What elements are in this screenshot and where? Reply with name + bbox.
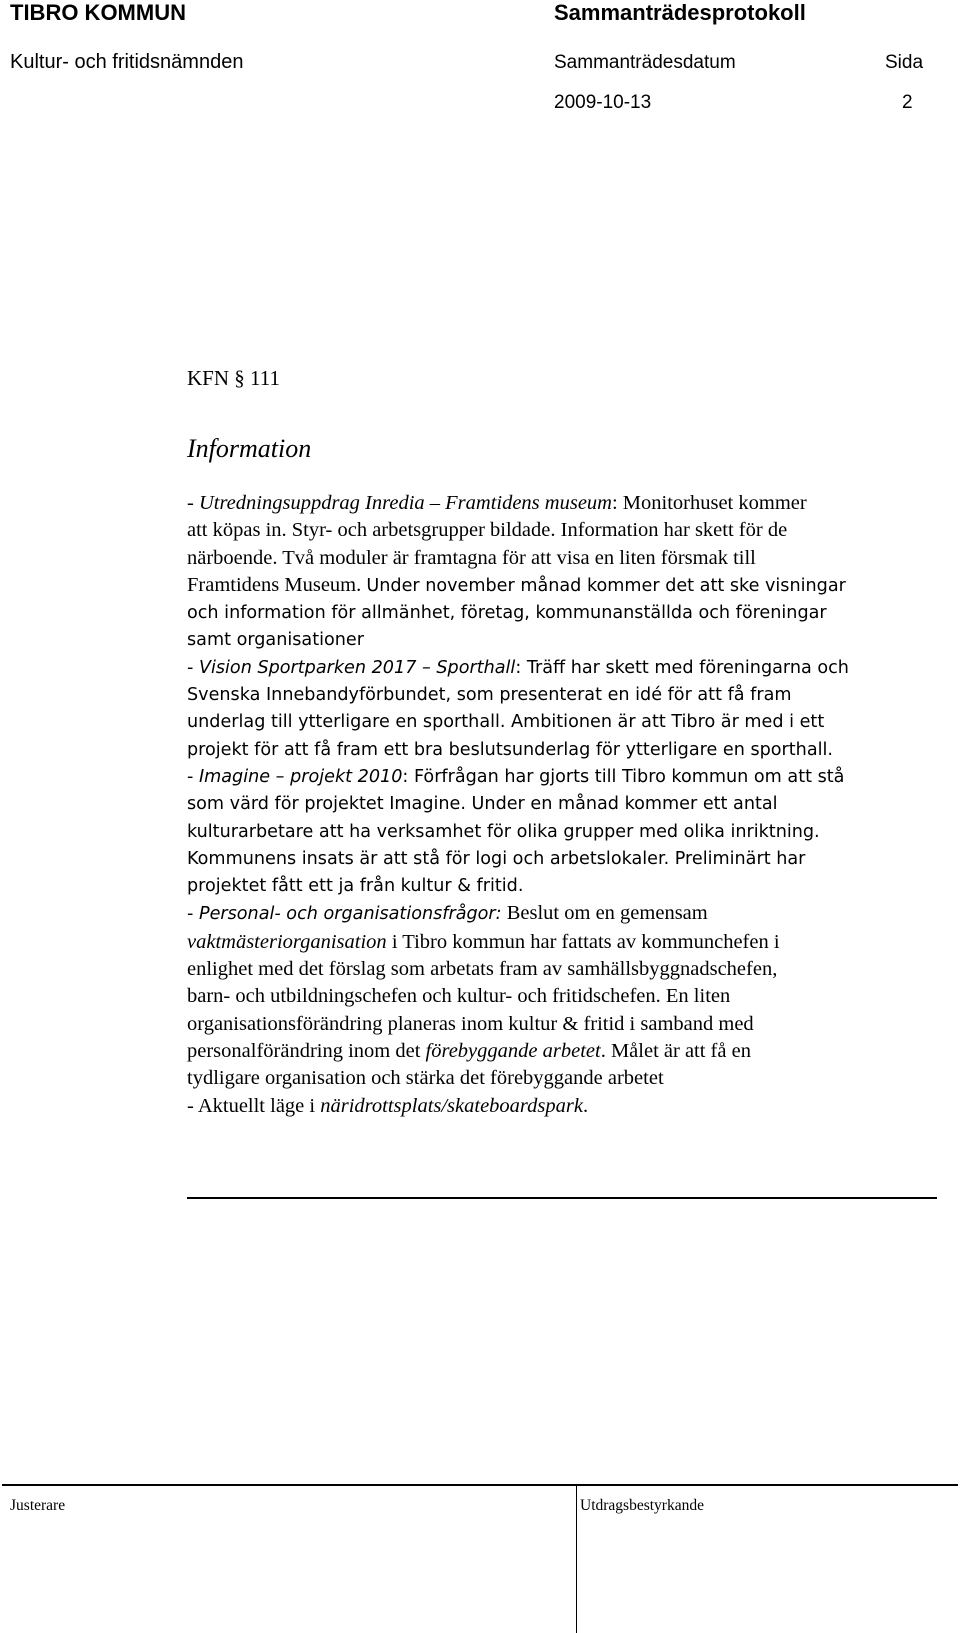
body-line: att köpas in. Styr- och arbetsgrupper bildade. Information har skett för de bbox=[187, 519, 788, 542]
body-line: och information för allmänhet, företag, kommunanställda och föreningar bbox=[187, 603, 827, 624]
body-line: Svenska Innebandyförbundet, som presenterat en idé för att få fram bbox=[187, 685, 792, 706]
body-line bbox=[187, 572, 947, 600]
body-text-span: personalförändring inom det bbox=[187, 1039, 426, 1062]
topic-sportparken: Vision Sportparken 2017 – Sporthall bbox=[198, 657, 516, 678]
body-line: organisationsförändring planeras inom kultur & fritid i samband med bbox=[187, 1012, 754, 1035]
body-line: barn- och utbildningschefen och kultur- och fritidschefen. En liten bbox=[187, 985, 731, 1008]
municipality-name: TIBRO KOMMUN bbox=[10, 0, 186, 25]
body-text-span: Framtidens Museum. bbox=[187, 573, 367, 596]
body-line bbox=[187, 929, 947, 956]
body-text-span: : Träff har skett med föreningarna och bbox=[515, 657, 849, 678]
body-line: Kommunens insats är att stå för logi och arbetslokaler. Preliminärt har bbox=[187, 848, 806, 869]
list-dash: - bbox=[187, 766, 199, 787]
meeting-date: 2009-10-13 bbox=[554, 92, 652, 113]
body-line: samt organisationer bbox=[187, 630, 364, 651]
body-line: projekt för att få fram ett bra beslutsunderlag för ytterligare en sporthall. bbox=[187, 739, 833, 760]
list-dash: - bbox=[187, 657, 199, 678]
page-label: Sida bbox=[885, 52, 924, 73]
document-type: Sammanträdesprotokoll bbox=[554, 0, 806, 25]
topic-naridrottsplats: näridrottsplats/skateboardspark bbox=[320, 1094, 583, 1117]
body-text bbox=[187, 490, 947, 1120]
body-line bbox=[187, 1093, 947, 1120]
body-line: närboende. Två moduler är framtagna för att visa en liten försmak till bbox=[187, 546, 756, 569]
list-dash: - Aktuellt läge i bbox=[187, 1094, 321, 1117]
section-title: Information bbox=[187, 434, 312, 463]
body-text-span: . Målet är att få en bbox=[600, 1039, 751, 1062]
topic-imagine: Imagine – projekt 2010 bbox=[198, 766, 403, 787]
body-text-span: i Tibro kommun har fattats av kommunchefen i bbox=[386, 930, 780, 953]
meeting-date-label: Sammanträdesdatum bbox=[554, 52, 736, 73]
body-line bbox=[187, 1038, 947, 1065]
body-line bbox=[187, 490, 947, 517]
body-line: kulturarbetare att ha verksamhet för olika grupper med olika inriktning. bbox=[187, 821, 820, 842]
body-text-span: Beslut om en gemensam bbox=[501, 902, 708, 925]
footer-top-border bbox=[2, 1484, 958, 1486]
body-line bbox=[187, 900, 947, 928]
topic-vaktmasteri: vaktmästeriorganisation bbox=[187, 930, 387, 953]
footer-divider bbox=[576, 1485, 577, 1633]
page-number: 2 bbox=[902, 92, 913, 113]
body-line bbox=[187, 655, 947, 682]
body-line: tydligare organisation och stärka det förebyggande arbetet bbox=[187, 1067, 664, 1090]
body-text-span: : Förfrågan har gjorts till Tibro kommun om att stå bbox=[402, 766, 845, 787]
topic-museum: Utredningsuppdrag Inredia – Framtidens museum bbox=[198, 492, 612, 514]
body-line: underlag till ytterligare en sporthall. Ambitionen är att Tibro är med i ett bbox=[187, 712, 825, 733]
body-text-span: : Monitorhuset kommer bbox=[611, 492, 807, 514]
topic-personal: Personal- och organisationsfrågor: bbox=[198, 904, 502, 925]
body-text-span: Under november månad kommer det att ske visningar bbox=[366, 575, 846, 596]
body-line: projektet fått ett ja från kultur & fritid. bbox=[187, 876, 524, 897]
body-line: enlighet med det förslag som arbetats fram av samhällsbyggnadschefen, bbox=[187, 958, 778, 981]
footer-label-utdragsbestyrkande: Utdragsbestyrkande bbox=[580, 1497, 704, 1514]
committee-name: Kultur- och fritidsnämnden bbox=[10, 51, 244, 73]
body-text-span: . bbox=[582, 1094, 589, 1117]
list-dash: - bbox=[187, 904, 199, 925]
section-separator bbox=[187, 1197, 937, 1199]
body-line: som värd för projektet Imagine. Under en månad kommer ett antal bbox=[187, 794, 778, 815]
list-dash: - bbox=[187, 492, 199, 514]
paragraph-reference: KFN § 111 bbox=[187, 366, 280, 390]
topic-forebyggande: förebyggande arbetet bbox=[425, 1039, 601, 1062]
footer-label-justerare: Justerare bbox=[10, 1497, 66, 1514]
body-line bbox=[187, 764, 947, 791]
